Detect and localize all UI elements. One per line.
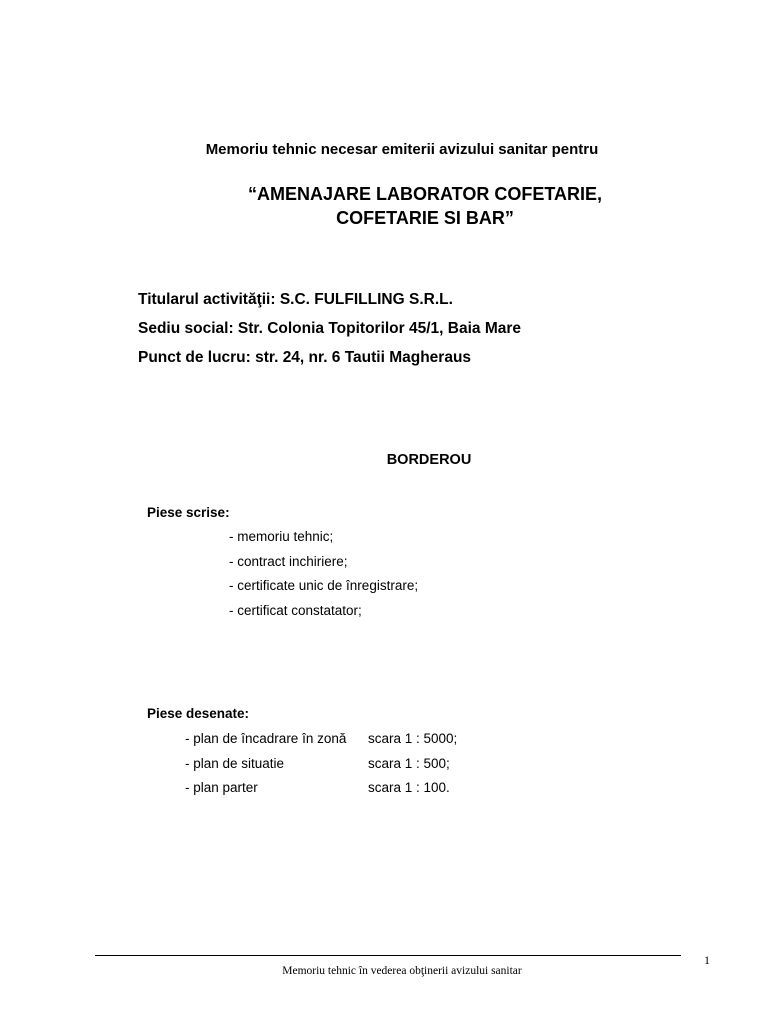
list-item: - certificate unic de înregistrare; — [229, 578, 419, 593]
document-title-line-1: “AMENAJARE LABORATOR COFETARIE, — [247, 184, 602, 204]
drawing-name: - plan parter — [185, 780, 258, 795]
table-row — [185, 730, 457, 755]
drawing-name: - plan de încadrare în zonă — [185, 731, 347, 746]
list-item: - contract inchiriere; — [229, 553, 348, 569]
borderou-heading: BORDEROU — [386, 452, 472, 468]
list-item: - memoriu tehnic; — [229, 529, 334, 544]
registered-office: Sediu social: Str. Colonia Topitorilor 45/1, Baia Mare — [138, 320, 521, 337]
drawn-pieces-heading: Piese desenate: — [147, 706, 250, 721]
drawing-scale: scara 1 : 100. — [368, 780, 450, 795]
drawn-pieces-list — [185, 730, 457, 804]
table-row — [185, 779, 457, 804]
written-pieces-heading: Piese scrise: — [147, 505, 230, 520]
drawing-scale: scara 1 : 500; — [368, 755, 450, 771]
page-number: 1 — [704, 953, 710, 967]
drawing-name: - plan de situatie — [185, 755, 285, 771]
footer-divider — [95, 955, 681, 956]
document-title-line-2: COFETARIE SI BAR” — [336, 208, 514, 228]
drawing-scale: scara 1 : 5000; — [368, 731, 458, 746]
document-subtitle: Memoriu tehnic necesar emiterii avizului sanitar pentru — [205, 141, 599, 158]
list-item: - certificat constatator; — [229, 602, 362, 618]
table-row — [185, 755, 457, 780]
workplace-address: Punct de lucru: str. 24, nr. 6 Tautii Magheraus — [138, 349, 472, 366]
activity-holder: Titularul activităţii: S.C. FULFILLING S.R.L. — [138, 291, 453, 308]
written-pieces-list — [229, 528, 418, 626]
footer-text: Memoriu tehnic în vederea obţinerii avizului sanitar — [282, 965, 522, 977]
